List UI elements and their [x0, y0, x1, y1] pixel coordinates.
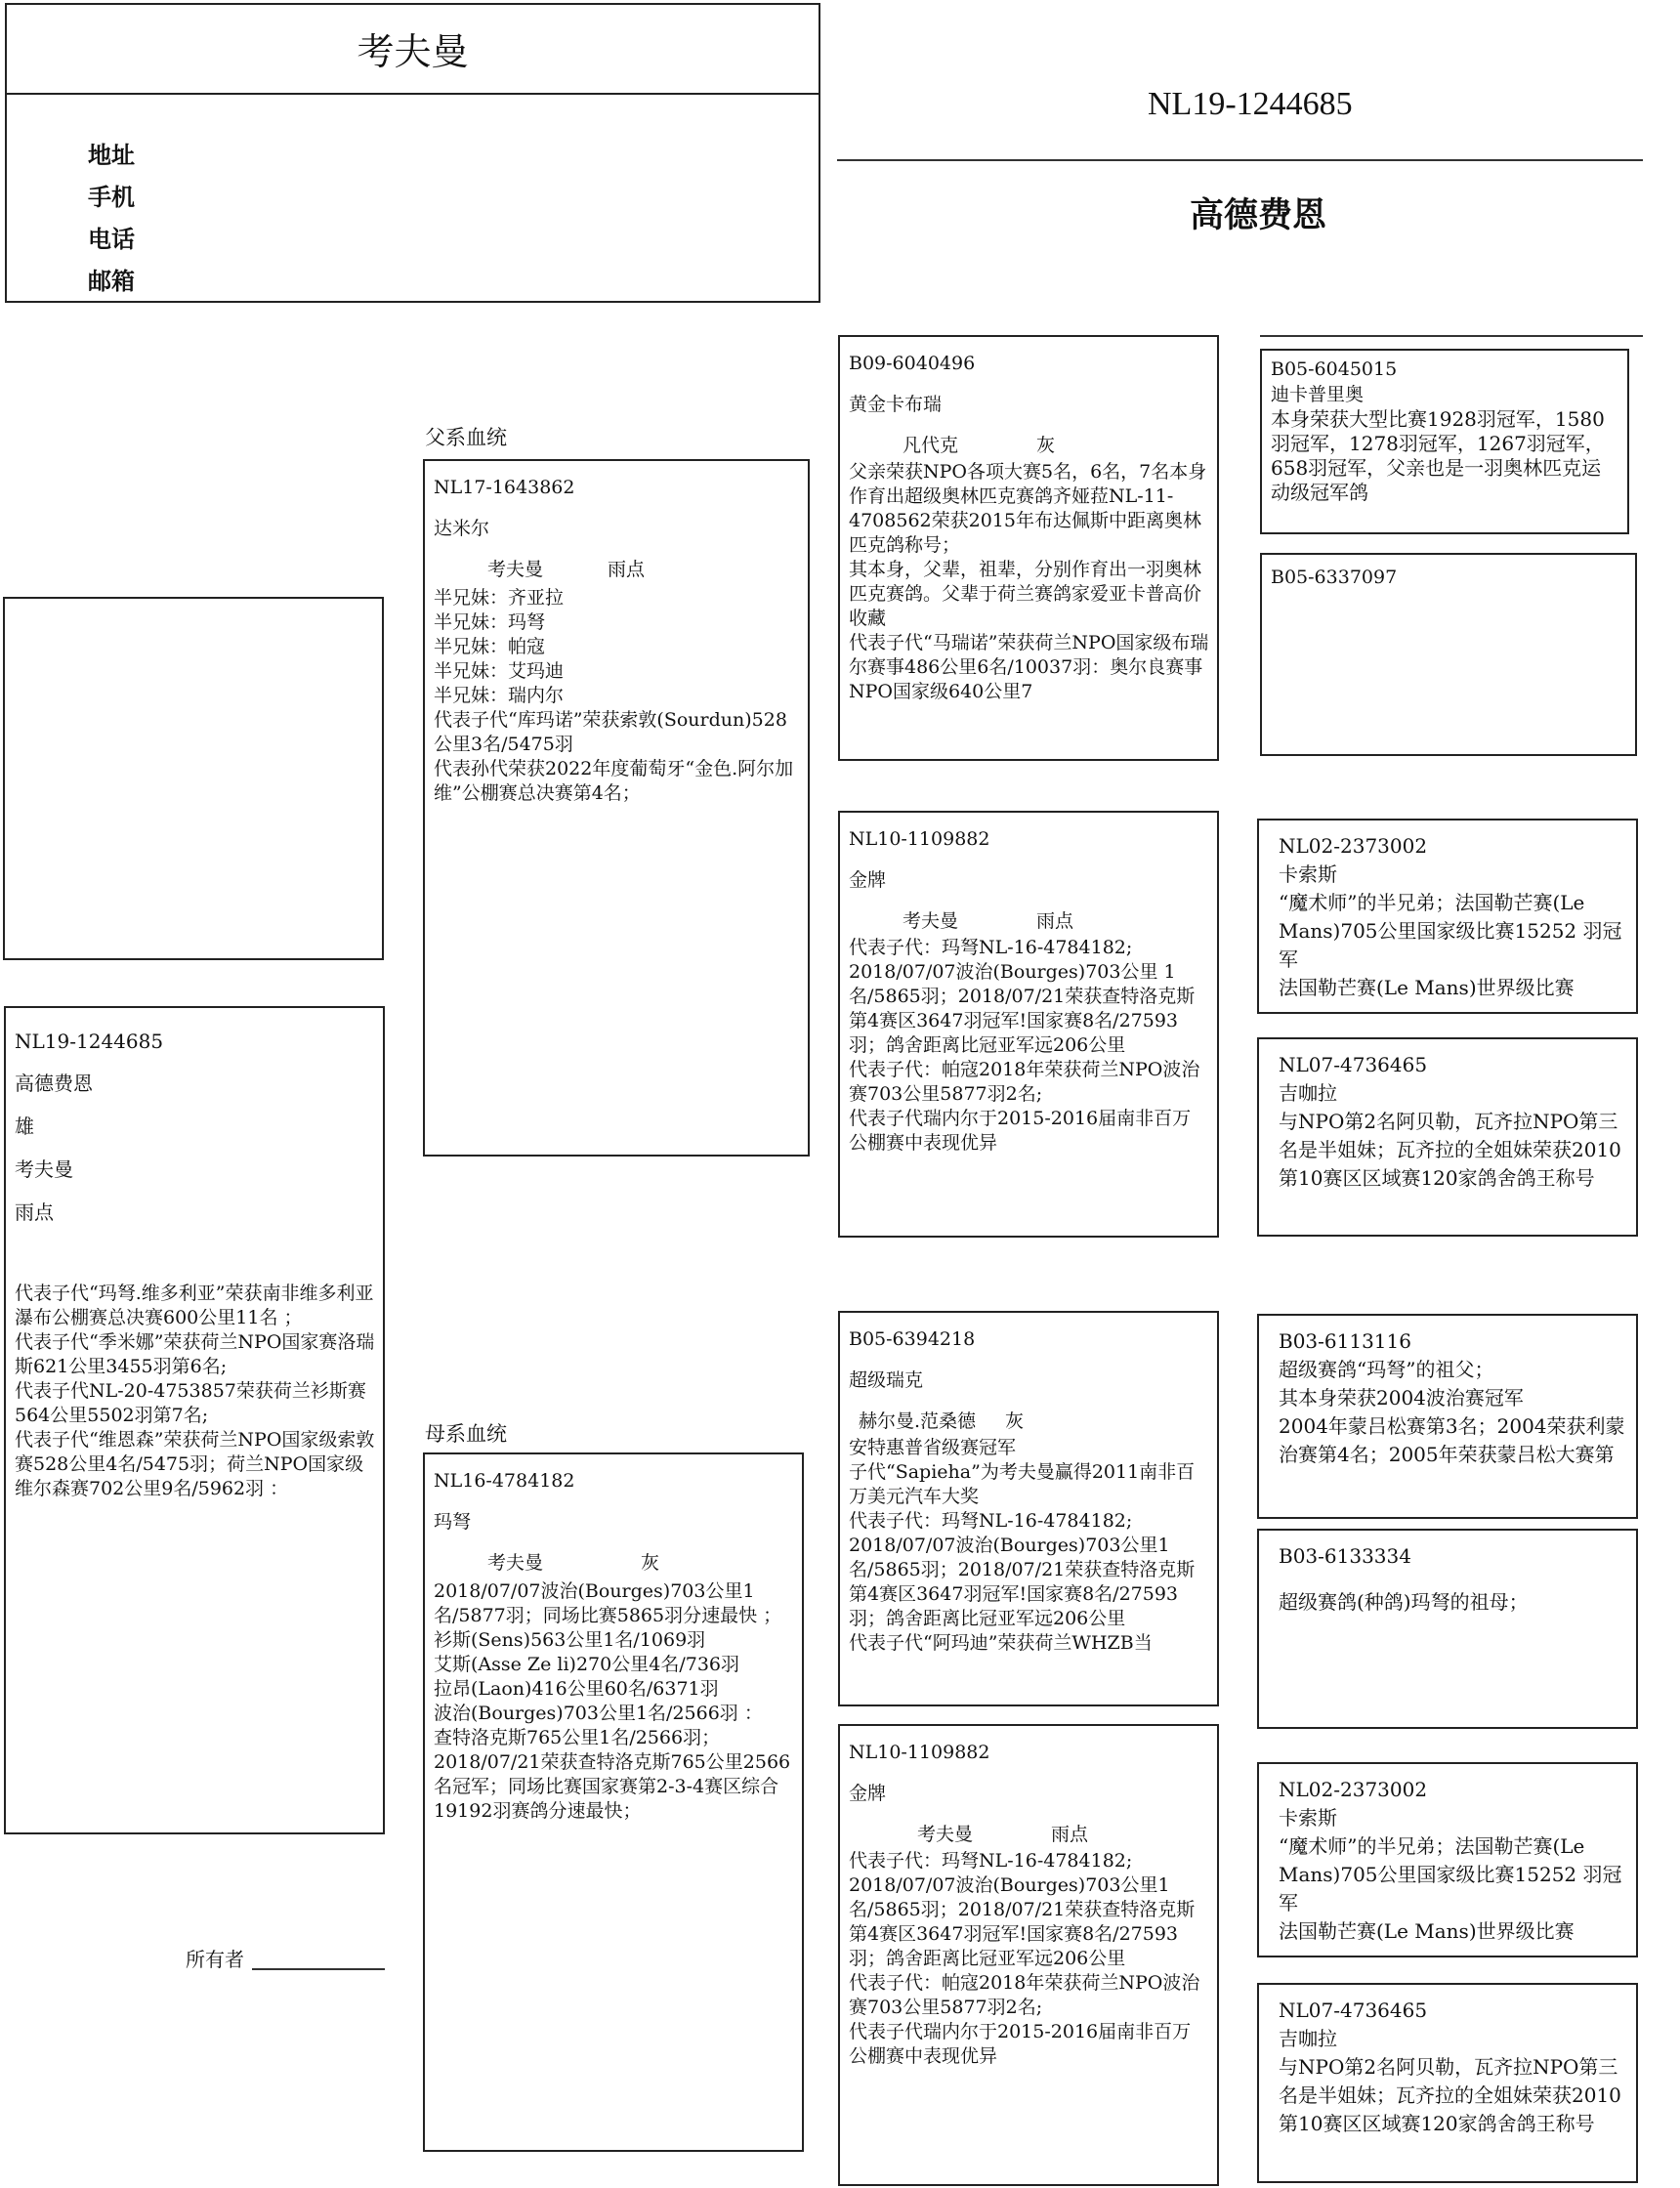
subject-card — [4, 1006, 385, 1834]
sire-ring: NL17-1643862 — [434, 477, 575, 498]
dam-sire-name: 超级瑞克 — [849, 1369, 924, 1391]
sss-ring: B05-6045015 — [1271, 358, 1398, 380]
dam-name: 玛弩 — [434, 1511, 472, 1533]
sire-breeder-color — [434, 557, 800, 582]
dam-color: 灰 — [641, 1552, 660, 1574]
breeder-name: 考夫曼 — [357, 30, 469, 73]
dam-dam-sire-card — [1257, 1762, 1638, 1957]
sire-side-label: 父系血统 — [425, 426, 507, 449]
sire-color: 雨点 — [608, 559, 646, 580]
ddd-name: 吉咖拉 — [1279, 2027, 1337, 2050]
contact-email-label: 邮箱 — [88, 268, 135, 295]
dam-sire-breeder-color — [849, 1409, 1209, 1434]
breeder-header-box — [5, 3, 820, 303]
owner-signature-line — [252, 1968, 385, 1970]
sire-dam-breeder: 考夫曼 — [903, 910, 959, 932]
sire-dam-sire-card — [1257, 819, 1638, 1014]
owner-label: 所有者 — [186, 1948, 244, 1971]
dam-dam-dam-card — [1257, 1983, 1638, 2183]
sire-sire-breeder-color — [849, 433, 1209, 458]
ddd-description: 与NPO第2名阿贝勒，瓦齐拉NPO第三名是半姐妹；瓦齐拉的全姐妹荣获2010第10赛区区域赛120家鸽舍鸽王称号 — [1279, 2055, 1621, 2135]
dsd-description: 超级赛鸽(种鸽)玛弩的祖母； — [1279, 1590, 1529, 1614]
sire-sire-dam-card — [1260, 553, 1637, 756]
dds-name: 卡索斯 — [1279, 1806, 1337, 1830]
sire-dam-breeder-color — [849, 908, 1209, 934]
sire-breeder: 考夫曼 — [487, 559, 544, 580]
sss-description: 本身荣获大型比赛1928羽冠军，1580羽冠军，1278羽冠军，1267羽冠军，658羽冠军，父亲也是一羽奥林匹克运动级冠军鸽 — [1271, 407, 1605, 504]
sire-sire-description: 父亲荣获NPO各项大赛5名，6名，7名本身作育出超级奥林匹克赛鸽齐娅菈NL-11-4708562荣获2015年布达佩斯中距离奥林匹克鸽称号； 其本身，父辈，祖辈，分别作育出一羽奥林匹克赛鸽。父辈于荷兰赛鸽家爱亚卡普高价收藏 代表子代“马瑞诺”荣获荷兰NPO国家级布瑞尔赛事486公里6名/10037羽：奥尔良赛事NPO国家级640公里7 — [849, 461, 1209, 702]
dds-description: “魔术师”的半兄弟；法国勒芒赛(Le Mans)705公里国家级比赛15252 羽冠军 法国勒芒赛(Le Mans)世界级比赛 — [1279, 1834, 1622, 1943]
sdd-description: 与NPO第2名阿贝勒，瓦齐拉NPO第三名是半姐妹；瓦齐拉的全姐妹荣获2010第10赛区区域赛120家鸽舍鸽王称号 — [1279, 1110, 1621, 1190]
sire-dam-ring: NL10-1109882 — [849, 828, 990, 850]
dam-sire-sire-card — [1257, 1314, 1638, 1519]
contact-list — [88, 135, 135, 303]
ddd-ring: NL07-4736465 — [1279, 1999, 1428, 2022]
contact-phone-label: 电话 — [88, 226, 135, 253]
dam-dam-breeder: 考夫曼 — [917, 1824, 974, 1845]
dds-ring: NL02-2373002 — [1279, 1778, 1428, 1801]
ssd-ring: B05-6337097 — [1271, 567, 1398, 588]
dam-dam-breeder-color — [849, 1822, 1209, 1847]
dam-breeder: 考夫曼 — [487, 1552, 544, 1574]
dsd-ring: B03-6133334 — [1279, 1544, 1411, 1568]
dam-dam-description: 代表子代：玛弩NL-16-4784182; 2018/07/07波治(Bourges)703公里1名/5865羽；2018/07/21荣获查特洛克斯第4赛区3647羽冠军!国家赛8名/27593羽；鸽舍距离比冠亚军远206公里 代表子代：帕寇2018年荣获荷兰NPO波治赛703公里5877羽2名; 代表子代瑞内尔于2015-2016届南非百万公棚赛中表现优异 — [849, 1850, 1200, 2067]
dam-dam-name: 金牌 — [849, 1783, 887, 1804]
dss-description: 超级赛鸽“玛弩”的祖父； 其本身荣获2004波治赛冠军 2004年蒙吕松赛第3名；2004荣获利蒙治赛第4名；2005年荣获蒙吕松大赛第 — [1279, 1358, 1625, 1466]
dam-breeder-color — [434, 1550, 794, 1576]
sds-ring: NL02-2373002 — [1279, 834, 1428, 858]
sds-description: “魔术师”的半兄弟；法国勒芒赛(Le Mans)705公里国家级比赛15252 羽冠军 法国勒芒赛(Le Mans)世界级比赛 — [1279, 891, 1622, 999]
dam-dam-color: 雨点 — [1051, 1824, 1089, 1845]
dam-sire-ring: B05-6394218 — [849, 1328, 976, 1350]
dam-sire-card — [838, 1311, 1219, 1706]
photo-placeholder — [3, 597, 384, 960]
pigeon-name: 高德费恩 — [1190, 196, 1327, 235]
dam-sire-color: 灰 — [1005, 1410, 1025, 1432]
sire-dam-description: 代表子代：玛弩NL-16-4784182; 2018/07/07波治(Bourges)703公里 1名/5865羽；2018/07/21荣获查特洛克斯第4赛区3647羽冠军!国家赛8名/27593羽；鸽舍距离比冠亚军远206公里 代表子代：帕寇2018年荣获荷兰NPO波治赛703公里5877羽2名; 代表子代瑞内尔于2015-2016届南非百万公棚赛中表现优异 — [849, 937, 1200, 1154]
subject-ring: NL19-1244685 — [15, 1030, 164, 1053]
subject-name: 高德费恩 — [15, 1072, 93, 1095]
contact-mobile-label: 手机 — [88, 184, 135, 211]
sire-dam-dam-card — [1257, 1037, 1638, 1237]
pigeon-ring-number: NL19-1244685 — [1148, 86, 1353, 122]
subject-breeder: 考夫曼 — [15, 1157, 73, 1181]
subject-description: 代表子代“玛弩.维多利亚”荣获南非维多利亚瀑布公棚赛总决赛600公里11名 ； 代表子代“季米娜”荣获荷兰NPO国家赛洛瑞斯621公里3455羽第6名; 代表子代NL-20-4753857荣获荷兰衫斯赛564公里5502羽第7名; 代表子代“维恩森”荣获荷兰NPO国家级索敦赛528公里4名/5475羽；荷兰NPO国家级维尔森赛702公里9名/5962羽 ： — [15, 1283, 375, 1499]
sire-description: 半兄妹：齐亚拉 半兄妹：玛弩 半兄妹：帕寇 半兄妹：艾玛迪 半兄妹：瑞内尔 代表子代“库玛诺”荣获索敦(Sourdun)528公里3名/5475羽 代表孙代荣获2022年度葡萄牙“金色.阿尔加维”公棚赛总决赛第4名； — [434, 587, 794, 804]
sss-name: 迪卡普里奥 — [1271, 384, 1365, 405]
subject-color: 雨点 — [15, 1200, 54, 1224]
dam-ring: NL16-4784182 — [434, 1470, 575, 1492]
sire-sire-card — [838, 335, 1219, 761]
sire-dam-name: 金牌 — [849, 869, 887, 891]
dss-ring: B03-6113116 — [1279, 1329, 1411, 1353]
header-right-divider — [837, 159, 1643, 161]
dam-sire-breeder: 赫尔曼.范桑德 — [859, 1410, 977, 1432]
dam-side-label: 母系血统 — [425, 1422, 507, 1446]
sire-sire-sire-card — [1260, 349, 1629, 534]
sds-name: 卡索斯 — [1279, 863, 1337, 886]
dam-dam-ring: NL10-1109882 — [849, 1742, 990, 1763]
sire-name: 达米尔 — [434, 518, 490, 539]
sire-sire-color: 灰 — [1036, 435, 1056, 456]
subject-sex: 雄 — [15, 1115, 34, 1138]
dam-dam-card — [838, 1724, 1219, 2186]
sire-sire-name: 黄金卡布瑞 — [849, 394, 943, 415]
dam-sire-dam-card — [1257, 1529, 1638, 1729]
dam-description: 2018/07/07波治(Bourges)703公里1名/5877羽；同场比赛5865羽分速最快 ； 衫斯(Sens)563公里1名/1069羽 艾斯(Asse Ze li)270公里4名/736羽 拉昂(Laon)416公里60名/6371羽 波治(Bourges)703公里1名/2566羽 ： 查特洛克斯765公里1名/2566羽； 2018/07/21荣获查特洛克斯765公里2566名冠军；同场比赛国家赛第2-3-4赛区综合19192羽赛鸽分速最快； — [434, 1580, 791, 1822]
sdd-ring: NL07-4736465 — [1279, 1053, 1428, 1076]
sire-card — [423, 459, 810, 1157]
contact-address-label: 地址 — [88, 142, 135, 169]
dam-card — [423, 1452, 804, 2152]
ggp-top-rule — [1260, 335, 1643, 337]
sire-dam-color: 雨点 — [1036, 910, 1074, 932]
sire-sire-ring: B09-6040496 — [849, 353, 976, 374]
sdd-name: 吉咖拉 — [1279, 1081, 1337, 1105]
sire-sire-breeder: 凡代克 — [903, 435, 959, 456]
sire-dam-card — [838, 811, 1219, 1238]
dam-sire-description: 安特惠普省级赛冠军 子代“Sapieha”为考夫曼赢得2011南非百万美元汽车大奖 代表子代：玛弩NL-16-4784182; 2018/07/07波治(Bourges)703公里1名/5865羽；2018/07/21荣获查特洛克斯第4赛区3647羽冠军!国家赛8名/27593羽；鸽舍距离比冠亚军远206公里 代表子代“阿玛迪”荣获荷兰WHZB当 — [849, 1437, 1196, 1654]
header-divider — [7, 93, 819, 95]
